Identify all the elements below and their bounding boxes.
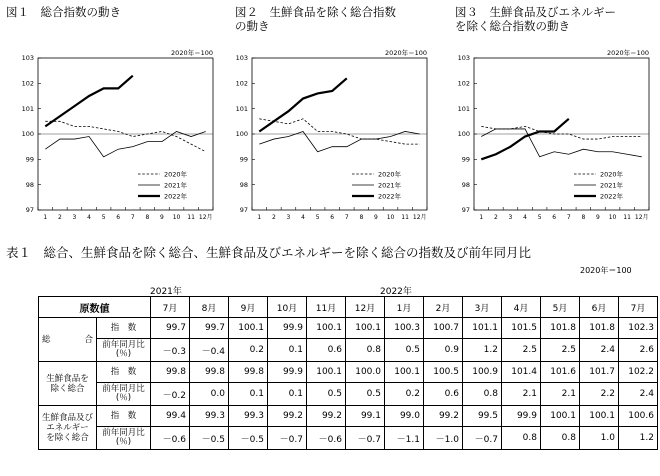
y-tick-label: 98 <box>461 180 470 189</box>
x-tick-label: 2 <box>57 214 62 221</box>
yoy-cell: 2.5 <box>541 339 580 362</box>
yoy-cell: －0.3 <box>151 339 190 362</box>
y-tick-label: 100 <box>235 130 248 139</box>
x-tick-label: 6 <box>116 214 121 221</box>
legend-label: 2020年 <box>600 170 624 179</box>
yoy-cell: 1.2 <box>463 339 502 362</box>
index-cell: 99.2 <box>307 406 346 427</box>
x-tick-label: 6 <box>330 214 335 221</box>
yoy-cell: 2.2 <box>580 383 619 406</box>
index-cell: 99.7 <box>190 318 229 339</box>
index-cell: 99.5 <box>463 406 502 427</box>
table-row-index <box>39 318 658 339</box>
x-tick-label: 5 <box>101 214 106 221</box>
index-cell: 100.5 <box>424 362 463 383</box>
metric-index-label: 指 数 <box>97 318 151 339</box>
yoy-cell: 2.4 <box>619 383 658 406</box>
index-cell: 99.2 <box>424 406 463 427</box>
y-tick-label: 102 <box>21 79 34 88</box>
yoy-cell: 0.8 <box>541 427 580 450</box>
y-tick-label: 100 <box>21 130 34 139</box>
y-tick-label: 98 <box>25 180 34 189</box>
y-tick-label: 102 <box>457 79 470 88</box>
yoy-cell: 0.5 <box>346 383 385 406</box>
series-line-2021年 <box>481 129 641 157</box>
index-cell: 101.7 <box>580 362 619 383</box>
table-row-yoy <box>39 427 658 450</box>
x-tick-label: 9 <box>160 214 164 221</box>
x-tick-label: 11 <box>623 214 631 221</box>
row-label: 生鮮食品及び エネルギー を除く総合 <box>39 406 97 450</box>
index-cell: 100.0 <box>346 362 385 383</box>
yoy-cell: －0.2 <box>151 383 190 406</box>
metric-yoy-label: 前年同月比 (％) <box>97 383 151 406</box>
yoy-cell: 0.1 <box>229 383 268 406</box>
yoy-cell: 2.6 <box>619 339 658 362</box>
yoy-cell: －0.5 <box>190 427 229 450</box>
yoy-cell: 0.5 <box>307 383 346 406</box>
y-tick-label: 102 <box>235 79 248 88</box>
x-tick-label: 1 <box>479 214 484 221</box>
index-cell: 99.8 <box>190 362 229 383</box>
header-label: 原数値 <box>39 297 151 318</box>
y-tick-label: 98 <box>239 180 248 189</box>
month-header: 6月 <box>580 297 619 318</box>
x-tick-label: 5 <box>537 214 542 221</box>
x-tick-label: 7 <box>130 214 135 221</box>
month-header: 11月 <box>307 297 346 318</box>
index-cell: 99.3 <box>190 406 229 427</box>
month-header: 7月 <box>151 297 190 318</box>
y-tick-label: 99 <box>239 155 248 164</box>
yoy-cell: 1.0 <box>580 427 619 450</box>
x-tick-label: 10 <box>608 214 617 221</box>
index-cell: 100.3 <box>385 318 424 339</box>
y-tick-label: 101 <box>457 104 470 113</box>
cpi-table <box>38 296 658 450</box>
yoy-cell: 0.2 <box>229 339 268 362</box>
yoy-cell: 0.6 <box>424 383 463 406</box>
yoy-cell: 0.1 <box>268 383 307 406</box>
index-cell: 100.1 <box>580 406 619 427</box>
series-line-2021年 <box>259 131 419 151</box>
yoy-cell: 2.1 <box>541 383 580 406</box>
index-cell: 100.9 <box>463 362 502 383</box>
index-cell: 99.4 <box>151 406 190 427</box>
x-tick-label: 11 <box>187 214 195 221</box>
x-tick-label: 8 <box>359 214 364 221</box>
index-cell: 99.1 <box>346 406 385 427</box>
index-cell: 100.1 <box>229 318 268 339</box>
x-tick-label: 4 <box>523 214 527 221</box>
month-header: 1月 <box>385 297 424 318</box>
y-tick-label: 100 <box>457 130 470 139</box>
series-line-2020年 <box>45 121 205 151</box>
legend-label: 2021年 <box>164 181 188 190</box>
chart-base-note: 2020年＝100 <box>607 49 649 57</box>
index-cell: 101.8 <box>580 318 619 339</box>
x-tick-label: 7 <box>344 214 349 221</box>
x-tick-label: 5 <box>315 214 320 221</box>
yoy-cell: 0.8 <box>463 383 502 406</box>
month-header: 9月 <box>229 297 268 318</box>
x-tick-label: 12月 <box>412 214 427 221</box>
figure-2-title: 図２ 生鮮食品を除く総合指数 の動き <box>235 5 396 33</box>
x-tick-label: 1 <box>257 214 262 221</box>
figure-1-title: 図１ 総合指数の動き <box>6 5 121 19</box>
series-line-2022年 <box>45 76 133 127</box>
month-header: 5月 <box>541 297 580 318</box>
index-cell: 100.7 <box>424 318 463 339</box>
metric-yoy-label: 前年同月比 (％) <box>97 339 151 362</box>
index-cell: 99.9 <box>268 362 307 383</box>
y-tick-label: 97 <box>239 206 248 215</box>
yoy-cell: －0.7 <box>346 427 385 450</box>
index-cell: 99.2 <box>268 406 307 427</box>
yoy-cell: －0.4 <box>190 339 229 362</box>
yoy-cell: －0.6 <box>151 427 190 450</box>
x-tick-label: 3 <box>72 214 77 221</box>
metric-yoy-label: 前年同月比 (％) <box>97 427 151 450</box>
legend-label: 2021年 <box>600 181 624 190</box>
x-tick-label: 11 <box>401 214 409 221</box>
y-tick-label: 103 <box>21 54 34 63</box>
x-tick-label: 9 <box>596 214 600 221</box>
index-cell: 99.3 <box>229 406 268 427</box>
x-tick-label: 2 <box>493 214 498 221</box>
figure-2-chart <box>222 48 437 228</box>
y-tick-label: 99 <box>461 155 470 164</box>
figure-3-chart <box>444 48 659 228</box>
index-cell: 100.1 <box>307 362 346 383</box>
index-cell: 100.1 <box>385 362 424 383</box>
index-cell: 101.4 <box>502 362 541 383</box>
index-cell: 99.8 <box>151 362 190 383</box>
y-tick-label: 101 <box>21 104 34 113</box>
table-row-index <box>39 406 658 427</box>
x-tick-label: 2 <box>271 214 276 221</box>
series-line-2022年 <box>481 119 568 160</box>
index-cell: 100.6 <box>619 406 658 427</box>
month-header: 3月 <box>463 297 502 318</box>
chart-base-note: 2020年＝100 <box>385 49 427 57</box>
y-tick-label: 103 <box>235 54 248 63</box>
table-row-yoy <box>39 383 658 406</box>
yoy-cell: 2.4 <box>580 339 619 362</box>
row-label: 生鮮食品を 除く総合 <box>39 362 97 406</box>
metric-index-label: 指 数 <box>97 362 151 383</box>
yoy-cell: 0.0 <box>190 383 229 406</box>
index-cell: 99.7 <box>151 318 190 339</box>
month-header: 2月 <box>424 297 463 318</box>
yoy-cell: －0.7 <box>463 427 502 450</box>
metric-index-label: 指 数 <box>97 406 151 427</box>
yoy-cell: 2.1 <box>502 383 541 406</box>
x-tick-label: 12月 <box>198 214 213 221</box>
table-row-yoy <box>39 339 658 362</box>
legend-label: 2020年 <box>378 170 402 179</box>
month-header: 4月 <box>502 297 541 318</box>
yoy-cell: 0.6 <box>307 339 346 362</box>
index-cell: 99.0 <box>385 406 424 427</box>
month-header: 7月 <box>619 297 658 318</box>
month-header: 12月 <box>346 297 385 318</box>
legend-label: 2022年 <box>378 192 402 201</box>
y-tick-label: 97 <box>461 206 470 215</box>
legend-label: 2021年 <box>378 181 402 190</box>
index-cell: 101.8 <box>541 318 580 339</box>
table-header-row <box>39 297 658 318</box>
year-label-2021: 2021年 <box>150 287 182 297</box>
yoy-cell: 0.2 <box>385 383 424 406</box>
x-tick-label: 10 <box>386 214 395 221</box>
index-cell: 100.1 <box>307 318 346 339</box>
index-cell: 102.3 <box>619 318 658 339</box>
x-tick-label: 4 <box>301 214 305 221</box>
x-tick-label: 4 <box>87 214 91 221</box>
x-tick-label: 9 <box>374 214 378 221</box>
index-cell: 99.9 <box>268 318 307 339</box>
year-label-2022: 2022年 <box>380 287 412 297</box>
legend-label: 2022年 <box>164 192 188 201</box>
table-row-index <box>39 362 658 383</box>
yoy-cell: 2.5 <box>502 339 541 362</box>
month-header: 8月 <box>190 297 229 318</box>
table-base-note: 2020年＝100 <box>580 266 632 275</box>
x-tick-label: 12月 <box>634 214 649 221</box>
x-tick-label: 3 <box>286 214 291 221</box>
series-line-2020年 <box>481 126 641 139</box>
index-cell: 99.8 <box>229 362 268 383</box>
yoy-cell: 1.2 <box>619 427 658 450</box>
x-tick-label: 7 <box>566 214 571 221</box>
x-tick-label: 1 <box>43 214 48 221</box>
yoy-cell: 0.8 <box>346 339 385 362</box>
y-tick-label: 99 <box>25 155 34 164</box>
index-cell: 102.2 <box>619 362 658 383</box>
yoy-cell: －0.5 <box>229 427 268 450</box>
yoy-cell: 0.5 <box>385 339 424 362</box>
index-cell: 101.1 <box>463 318 502 339</box>
x-tick-label: 10 <box>172 214 181 221</box>
y-tick-label: 97 <box>25 206 34 215</box>
yoy-cell: －1.0 <box>424 427 463 450</box>
x-tick-label: 8 <box>145 214 150 221</box>
index-cell: 100.1 <box>346 318 385 339</box>
index-cell: 101.6 <box>541 362 580 383</box>
yoy-cell: 0.8 <box>502 427 541 450</box>
yoy-cell: －0.6 <box>307 427 346 450</box>
index-cell: 101.5 <box>502 318 541 339</box>
legend-label: 2022年 <box>600 192 624 201</box>
legend-label: 2020年 <box>164 170 188 179</box>
yoy-cell: －0.7 <box>268 427 307 450</box>
yoy-cell: －1.1 <box>385 427 424 450</box>
series-line-2022年 <box>259 78 347 131</box>
yoy-cell: 0.9 <box>424 339 463 362</box>
month-header: 10月 <box>268 297 307 318</box>
index-cell: 100.1 <box>541 406 580 427</box>
y-tick-label: 103 <box>457 54 470 63</box>
series-line-2020年 <box>259 119 419 144</box>
figure-3-title: 図３ 生鮮食品及びエネルギー を除く総合指数の動き <box>455 5 616 33</box>
x-tick-label: 8 <box>581 214 586 221</box>
series-line-2021年 <box>45 131 205 156</box>
index-cell: 99.9 <box>502 406 541 427</box>
table-title: 表１ 総合、生鮮食品を除く総合、生鮮食品及びエネルギーを除く総合の指数及び前年同月比 <box>6 245 532 260</box>
yoy-cell: 0.1 <box>268 339 307 362</box>
x-tick-label: 3 <box>508 214 513 221</box>
x-tick-label: 6 <box>552 214 557 221</box>
chart-base-note: 2020年＝100 <box>171 49 213 57</box>
figure-1-chart <box>8 48 223 228</box>
y-tick-label: 101 <box>235 104 248 113</box>
row-label: 総 合 <box>39 318 97 362</box>
